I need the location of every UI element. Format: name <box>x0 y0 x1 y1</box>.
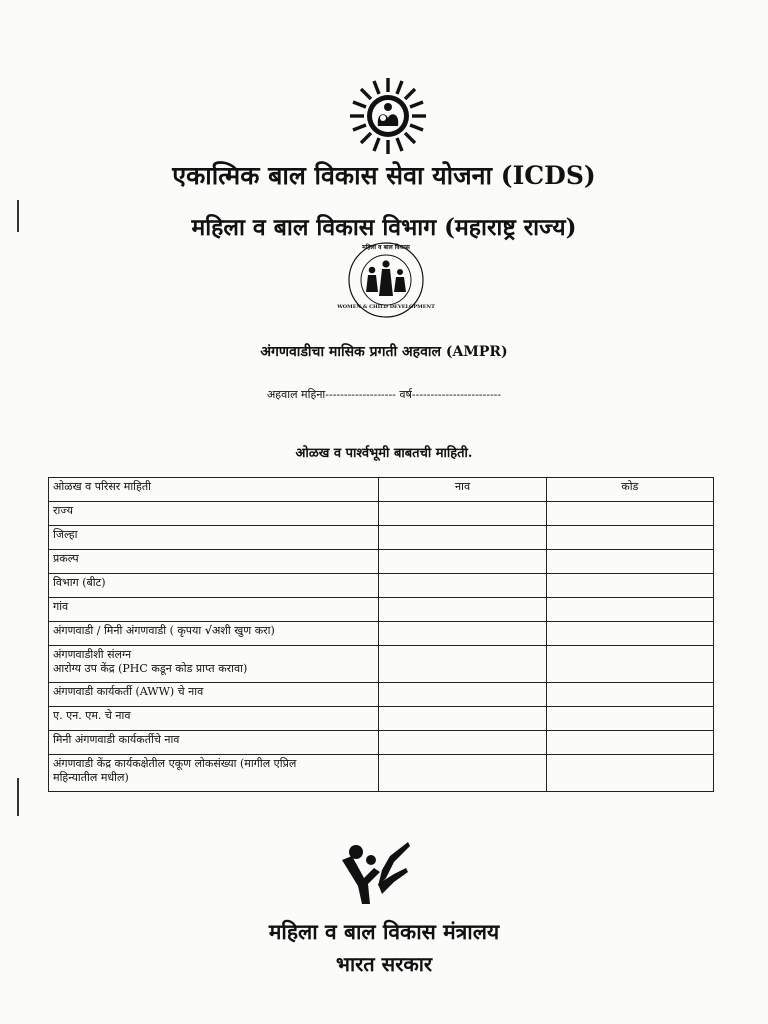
row-label: जिल्हा <box>49 526 379 550</box>
code-cell[interactable] <box>546 526 713 550</box>
name-cell[interactable] <box>379 731 546 755</box>
code-cell[interactable] <box>546 574 713 598</box>
table-row <box>49 550 714 574</box>
month-blank[interactable]: ------------------- <box>325 388 396 401</box>
code-cell[interactable] <box>546 550 713 574</box>
identification-table <box>48 477 714 792</box>
report-period-line <box>0 387 768 402</box>
table-row <box>49 598 714 622</box>
department-title: महिला व बाल विकास विभाग (महाराष्ट्र राज्य) <box>191 214 577 241</box>
table-row <box>49 646 714 683</box>
year-label: वर्ष <box>399 388 412 401</box>
code-cell[interactable] <box>546 622 713 646</box>
wcd-emblem-english-text: WOMEN & CHILD DEVELOPMENT <box>337 304 435 310</box>
table-header-row <box>49 478 714 502</box>
ministry-logo-icon <box>338 838 418 908</box>
ministry-name: महिला व बाल विकास मंत्रालय <box>268 919 500 944</box>
scan-mark <box>17 200 19 232</box>
table-row <box>49 707 714 731</box>
section-title: ओळख व पार्श्वभूमी बाबतची माहिती. <box>295 446 473 461</box>
name-cell[interactable] <box>379 707 546 731</box>
code-cell[interactable] <box>546 646 713 683</box>
name-cell[interactable] <box>379 622 546 646</box>
header-code: कोड <box>546 478 713 502</box>
row-label: प्रकल्प <box>49 550 379 574</box>
code-cell[interactable] <box>546 707 713 731</box>
table-row <box>49 574 714 598</box>
row-label: अंगणवाडी / मिनी अंगणवाडी ( कृपया √अशी खुण करा) <box>49 622 379 646</box>
table-row <box>49 502 714 526</box>
year-blank[interactable]: ------------------------ <box>411 388 502 401</box>
row-label: गांव <box>49 598 379 622</box>
row-label: ए. एन. एम. चे नाव <box>49 707 379 731</box>
name-cell[interactable] <box>379 755 546 792</box>
code-cell[interactable] <box>546 598 713 622</box>
row-label: अंगणवाडी केंद्र कार्यकक्षेतील एकूण लोकसंख्या (मागील एप्रिल महिन्यातील मधील) <box>49 755 379 792</box>
name-cell[interactable] <box>379 646 546 683</box>
government-name: भारत सरकार <box>335 952 433 976</box>
table-row <box>49 731 714 755</box>
name-cell[interactable] <box>379 574 546 598</box>
table-row <box>49 622 714 646</box>
name-cell[interactable] <box>379 598 546 622</box>
name-cell[interactable] <box>379 526 546 550</box>
header-info: ओळख व परिसर माहिती <box>49 478 379 502</box>
name-cell[interactable] <box>379 502 546 526</box>
row-label: मिनी अंगणवाडी कार्यकर्तीचे नाव <box>49 731 379 755</box>
row-label: विभाग (बीट) <box>49 574 379 598</box>
row-label: अंगणवाडी कार्यकर्ती (AWW) चे नाव <box>49 683 379 707</box>
name-cell[interactable] <box>379 683 546 707</box>
icds-sun-emblem-icon <box>346 76 430 156</box>
code-cell[interactable] <box>546 755 713 792</box>
table-row <box>49 755 714 792</box>
report-title: अंगणवाडीचा मासिक प्रगती अहवाल (AMPR) <box>260 344 508 360</box>
table-row <box>49 526 714 550</box>
name-cell[interactable] <box>379 550 546 574</box>
code-cell[interactable] <box>546 731 713 755</box>
scheme-title: एकात्मिक बाल विकास सेवा योजना (ICDS) <box>172 161 596 190</box>
month-label: अहवाल महिना <box>266 388 326 401</box>
code-cell[interactable] <box>546 683 713 707</box>
header-name: नाव <box>379 478 546 502</box>
row-label: राज्य <box>49 502 379 526</box>
wcd-emblem-marathi-text: महिला व बाल विकास <box>362 244 410 251</box>
table-row <box>49 683 714 707</box>
row-label: अंगणवाडीशी संलग्न आरोग्य उप केंद्र (PHC कडून कोड प्राप्त करावा) <box>49 646 379 683</box>
scan-mark <box>17 778 19 816</box>
tick-mark-icon: √ <box>204 624 213 637</box>
code-cell[interactable] <box>546 502 713 526</box>
